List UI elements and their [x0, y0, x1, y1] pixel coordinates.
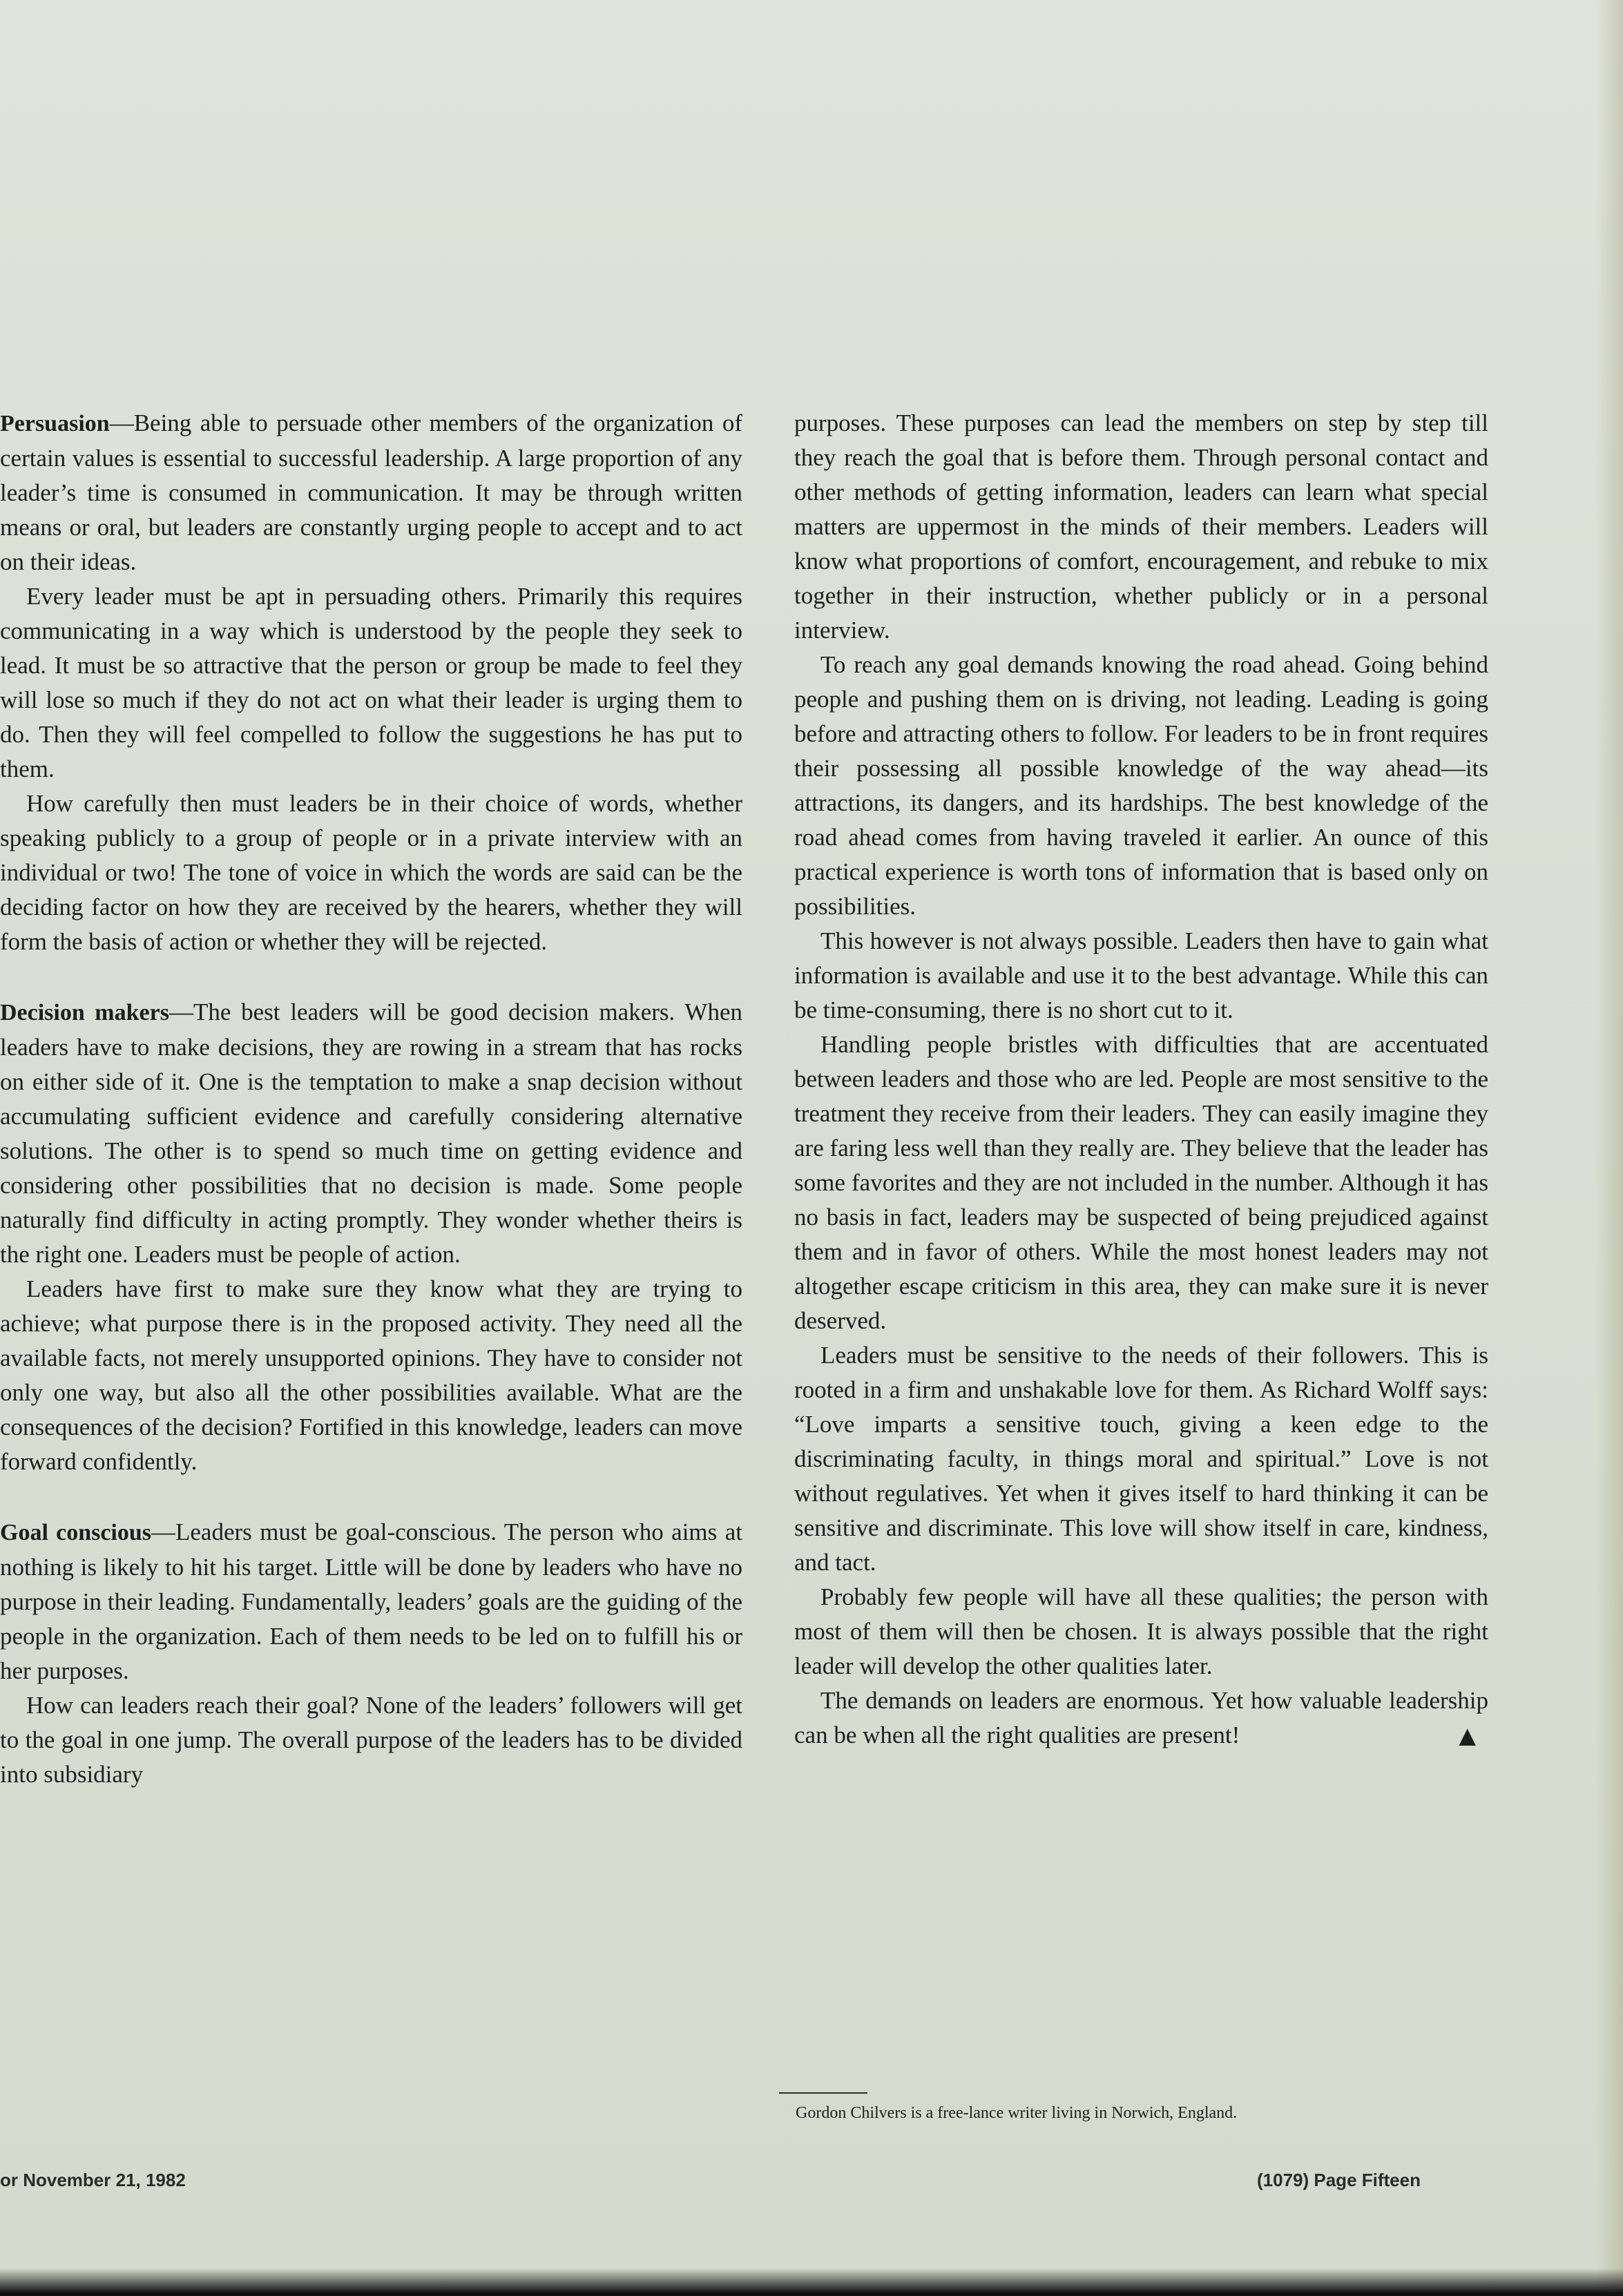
- right-paragraph-4: Handling people bristles with difficulties that are accentuated between leaders and those who are led. People are most sensitive to the treatment they receive from their leaders. They can easily imagine they are faring less well than they really are. They believe that the leader has some favorites and they are not included in the number. Although it has no basis in fact, leaders may be suspected of being prejudiced against them and in favor of others. While the most honest leaders may not altogether escape criticism in this area, they can make sure it is never deserved.: [794, 1031, 1488, 1334]
- right-paragraph-1: purposes. These purposes can lead the members on step by step till they reach the goal that is before them. Through personal contact and other methods of getting information, leaders can learn what special matters are uppermost in the minds of their members. Leaders will know what proportions of comfort, encouragement, and rebuke to mix together in their instruction, whether publicly or in a personal interview.: [794, 409, 1488, 644]
- right-paragraph-2: To reach any goal demands knowing the road ahead. Going behind people and pushing them on is driving, not leading. Leading is going before and attracting others to follow. For leaders to be in front requires their possessing all possible knowledge of the way ahead—its attractions, its dangers, and its hardships. The best knowledge of the road ahead comes from having traveled it earlier. An ounce of this practical experience is worth tons of information that is based only on possibilities.: [794, 651, 1488, 920]
- left-column: [0, 406, 742, 1792]
- right-paragraph-7: [794, 1684, 1488, 1753]
- decision-paragraph-2: Leaders have first to make sure they know what they are trying to achieve; what purpose there is in the proposed activity. They need all the available facts, not merely unsupported opinions. They have to consider not only one way, but also all the other possibilities available. What are the consequences of the decision? Fortified in this knowledge, leaders can move forward confidently.: [0, 1275, 742, 1475]
- footer-page-number: (1079) Page Fifteen: [1257, 2170, 1421, 2190]
- goal-heading: Goal conscious: [0, 1520, 152, 1545]
- goal-paragraph-1: [0, 1515, 742, 1688]
- goal-paragraph-2: How can leaders reach their goal? None of the leaders’ followers will get to the goal in one jump. The overall purpose of the leaders has to be divided into subsidiary: [0, 1692, 742, 1788]
- decision-heading: Decision makers: [0, 1000, 169, 1025]
- persuasion-heading: Persuasion: [0, 411, 110, 436]
- right-paragraph-5: Leaders must be sensitive to the needs of their followers. This is rooted in a firm and unshakable love for them. As Richard Wolff says: “Love imparts a sensitive touch, giving a keen edge to the discriminating faculty, in things moral and spiritual.” Love is not without regulatives. Yet when it gives itself to hard thinking it can be sensitive and discriminate. This love will show itself in care, kindness, and tact.: [794, 1342, 1488, 1576]
- right-paragraph-6: Probably few people will have all these qualities; the person with most of them will then be chosen. It is always possible that the right leader will develop the other qualities later.: [794, 1583, 1488, 1679]
- bottom-edge-shadow: [0, 2268, 1623, 2296]
- page-edge-shading: [1595, 0, 1623, 2296]
- footer-date: or November 21, 1982: [0, 2170, 186, 2190]
- author-footnote: Gordon Chilvers is a free-lance writer living in Norwich, England.: [796, 2104, 1238, 2122]
- footnote-divider: [779, 2092, 867, 2094]
- right-column: [794, 406, 1488, 1753]
- decision-text-1: —The best leaders will be good decision makers. When leaders have to make decisions, they are rowing in a stream that has rocks on either side of it. One is the temptation to make a snap decision without accumulating sufficient evidence and carefully considering alternative solutions. The other is to spend so much time on getting evidence and considering other possibilities that no decision is made. Some people naturally find difficulty in acting promptly. They wonder whether theirs is the right one. Leaders must be people of action.: [0, 999, 742, 1268]
- closing-text: The demands on leaders are enormous. Yet how valuable leadership can be when all the right qualities are present!: [794, 1687, 1488, 1748]
- end-triangle-icon: ▲: [1459, 1722, 1476, 1748]
- goal-text-1: —Leaders must be goal-conscious. The person who aims at nothing is likely to hit his target. Little will be done by leaders who have no purpose in their leading. Fundamentally, leaders’ goals are the guiding of the people in the organization. Each of them needs to be led on to fulfill his or her purposes.: [0, 1518, 742, 1684]
- persuasion-paragraph-2: Every leader must be apt in persuading others. Primarily this requires communicating in a way which is understood by the people they seek to lead. It must be so attractive that the person or group be made to feel they will lose so much if they do not act on what their leader is urging them to do. Then they will feel compelled to follow the suggestions he has put to them.: [0, 583, 742, 782]
- persuasion-text-1: —Being able to persuade other members of the organization of certain values is essential to successful leadership. A large proportion of any leader’s time is consumed in communication. It may be through written means or oral, but leaders are constantly urging people to accept and to act on their ideas.: [0, 409, 742, 575]
- decision-paragraph-1: [0, 995, 742, 1272]
- persuasion-paragraph-3: How carefully then must leaders be in their choice of words, whether speaking publicly to a group of people or in a private interview with an individual or two! The tone of voice in which the words are said can be the deciding factor on how they are received by the hearers, whether they will form the basis of action or whether they will be rejected.: [0, 790, 742, 955]
- persuasion-paragraph-1: [0, 406, 742, 579]
- right-paragraph-3: This however is not always possible. Leaders then have to gain what information is available and use it to the best advantage. While this can be time-consuming, there is no short cut to it.: [794, 927, 1488, 1023]
